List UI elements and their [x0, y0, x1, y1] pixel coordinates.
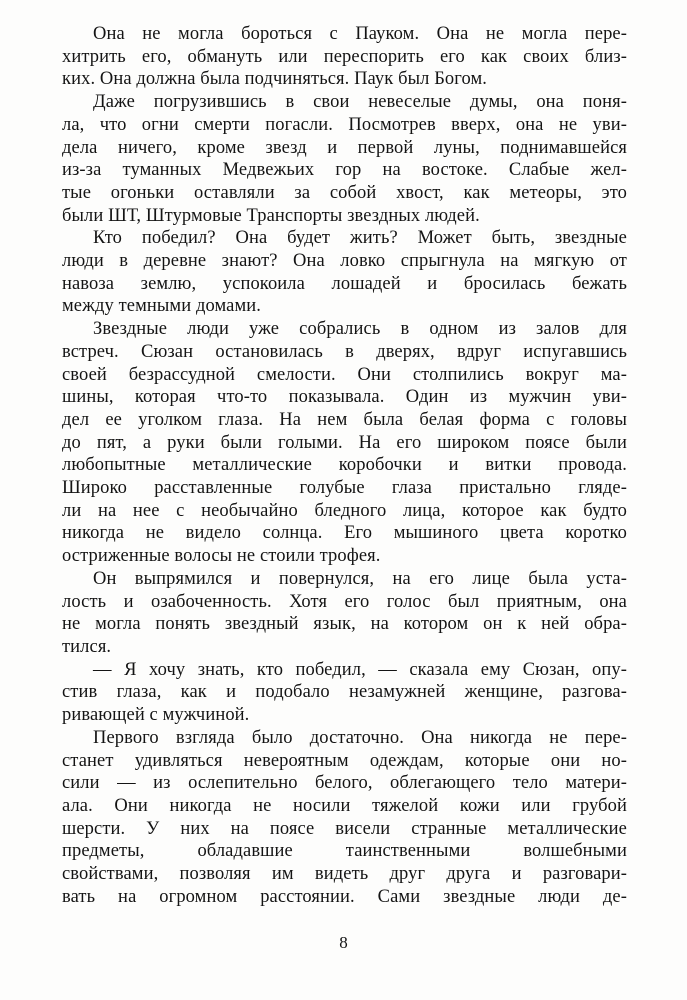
text-line: не могла понять звездный язык, на котором он к ней обра-	[62, 614, 627, 635]
text-line: сили — из ослепительно белого, облегающего тело матери-	[62, 773, 627, 794]
text-line: своей безрассудной смелости. Они столпились вокруг ма-	[62, 364, 627, 385]
text-line: между темными домами.	[62, 296, 261, 317]
text-line: — Я хочу знать, кто победил, — сказала ему Сюзан, опу-	[93, 659, 627, 680]
text-line: шины, которая что-то показывала. Один из мужчин уви-	[62, 387, 627, 408]
text-line: из-за туманных Медвежьих гор на востоке. Слабые жел-	[62, 160, 627, 181]
paragraph	[62, 318, 627, 568]
text-line: дела ничего, кроме звезд и первой луны, поднимавшейся	[62, 137, 627, 158]
text-line: предметы, обладавшие таинственными волшебными	[62, 841, 627, 862]
text-line: остриженные волосы не стоили трофея.	[62, 546, 381, 567]
text-line: Он выпрямился и повернулся, на его лице была уста-	[93, 568, 627, 589]
text-line: встреч. Сюзан остановилась в дверях, вдруг испугавшись	[62, 341, 627, 362]
text-line: ала. Они никогда не носили тяжелой кожи или грубой	[62, 795, 627, 816]
text-line: хитрить его, обмануть или переспорить его как своих близ-	[62, 46, 627, 67]
text-line: Звездные люди уже собрались в одном из залов для	[93, 319, 627, 340]
text-line: шерсти. У них на поясе висели странные металлические	[62, 818, 627, 839]
paragraph	[62, 23, 627, 91]
text-line: ривающей с мужчиной.	[62, 705, 250, 726]
paragraph	[62, 91, 627, 227]
text-line: Первого взгляда было достаточно. Она никогда не пере-	[93, 727, 627, 748]
text-line: Она не могла бороться с Пауком. Она не могла пере-	[93, 24, 627, 44]
paragraph	[62, 659, 627, 727]
text-line: вать на огромном расстоянии. Сами звездные люди де-	[62, 886, 627, 907]
paragraph	[62, 227, 627, 318]
text-line: станет удивляться невероятным одеждам, которые они но-	[62, 750, 627, 771]
text-line: люди в деревне знают? Она ловко спрыгнула на мягкую от	[62, 251, 627, 272]
text-line: никогда не видело солнца. Его мышиного цвета коротко	[62, 523, 627, 544]
text-line: свойствами, позволяя им видеть друг друга и разговари-	[62, 864, 627, 885]
text-line: лость и озабоченность. Хотя его голос был приятным, она	[62, 591, 627, 612]
text-line: Широко расставленные голубые глаза пристально гляде-	[62, 478, 627, 499]
text-line: были ШТ, Штурмовые Транспорты звездных людей.	[62, 205, 480, 226]
text-line: до пят, а руки были голыми. На его широком поясе были	[62, 432, 627, 453]
paragraph	[62, 568, 627, 659]
paragraph	[62, 727, 627, 909]
text-line: тые огоньки оставляли за собой хвост, как метеоры, это	[62, 182, 627, 203]
text-line: ких. Она должна была подчиняться. Паук был Богом.	[62, 69, 488, 90]
text-line: навоза землю, успокоила лошадей и бросилась бежать	[62, 273, 627, 294]
text-block	[62, 23, 627, 908]
page-number: 8	[339, 933, 348, 952]
text-line: тился.	[62, 636, 112, 657]
text-line: ли на нее с необычайно бледного лица, которое как будто	[62, 500, 627, 521]
text-line: любопытные металлические коробочки и витки провода.	[62, 455, 627, 476]
text-line: дел ее уголком глаза. На нем была белая форма с головы	[62, 409, 627, 430]
text-line: Даже погрузившись в свои невеселые думы, она поня-	[93, 92, 627, 113]
text-line: стив глаза, как и подобало незамужней женщине, разгова-	[62, 682, 627, 703]
text-line: ла, что огни смерти погасли. Посмотрев вверх, она не уви-	[62, 114, 627, 135]
text-line: Кто победил? Она будет жить? Может быть, звездные	[93, 228, 627, 249]
